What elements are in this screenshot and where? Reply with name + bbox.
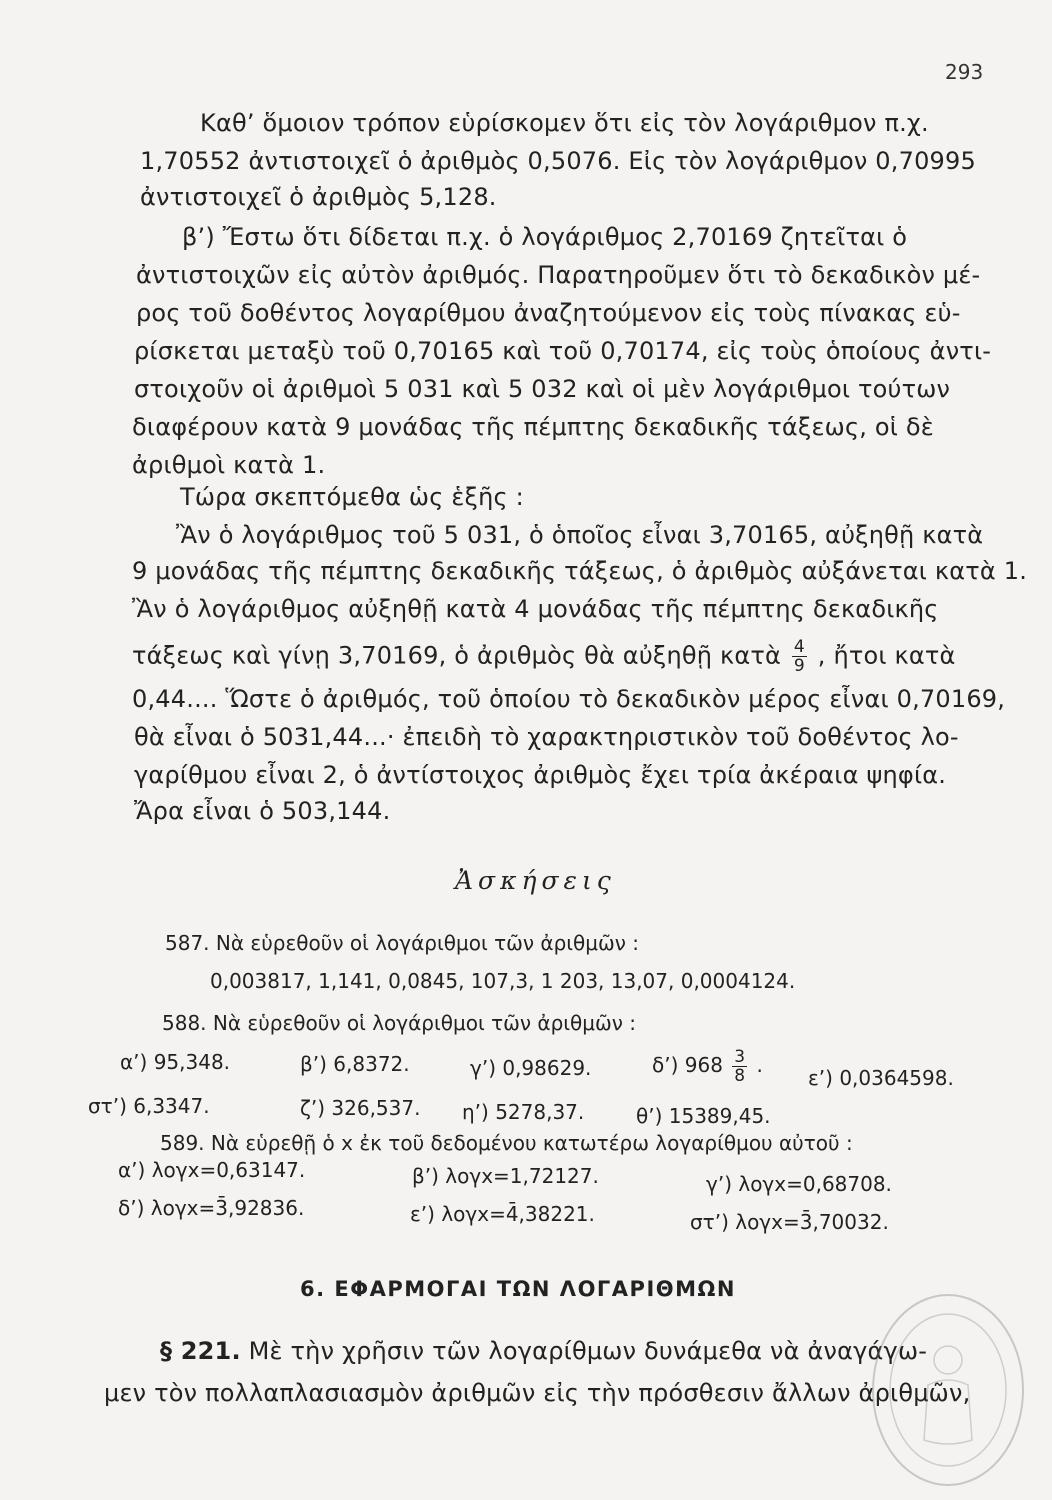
exercises-heading: Ἀσκήσεις	[455, 866, 616, 895]
exercise-588-h: η’) 5278,37.	[462, 1100, 585, 1124]
body-line-18: γαρίθμου εἶναι 2, ὁ ἀντίστοιχος ἀριθμὸς ἔχει τρία ἀκέραια ψηφία.	[134, 761, 947, 789]
exercise-589-e: ε’) λογx=4̄,38221.	[410, 1202, 595, 1226]
exercise-589-c: γ’) λογx=0,68708.	[706, 1172, 892, 1196]
body-line-3: ἀντιστοιχεῖ ὁ ἀριθμὸς 5,128.	[140, 183, 497, 211]
exercise-588-title: 588. Νὰ εὑρεθοῦν οἱ λογάριθμοι τῶν ἀριθμῶν :	[162, 1011, 637, 1035]
body-line-11: Τώρα σκεπτόμεθα ὡς ἑξῆς :	[180, 483, 524, 511]
exercise-587-title: 587. Νὰ εὑρεθοῦν οἱ λογάριθμοι τῶν ἀριθμῶν :	[165, 931, 640, 955]
body-line-1: Καθ’ ὅμοιον τρόπον εὑρίσκομεν ὅτι εἰς τὸν λογάριθμον π.χ.	[200, 109, 929, 137]
exercise-588-st: στ’) 6,3347.	[88, 1094, 210, 1118]
fraction-denominator: 9	[793, 656, 805, 676]
body-line-6: ρος τοῦ δοθέντος λογαρίθμου ἀναζητούμενον εἰς τοὺς πίνακας εὑ-	[136, 299, 961, 327]
fraction-numerator: 4	[793, 637, 805, 657]
exercise-589-title: 589. Νὰ εὑρεθῇ ὁ x ἐκ τοῦ δεδομένου κατωτέρω λογαρίθμου αὐτοῦ :	[160, 1131, 853, 1155]
exercise-587-values: 0,003817, 1,141, 0,0845, 107,3, 1 203, 13,07, 0,0004124.	[210, 969, 796, 993]
exercise-588-d-post: .	[756, 1053, 763, 1077]
exercise-588-z: ζ’) 326,537.	[300, 1096, 421, 1120]
body-line-13: 9 μονάδας τῆς πέμπτης δεκαδικῆς τάξεως, ὁ ἀριθμὸς αὐξάνεται κατὰ 1.	[132, 557, 1028, 585]
body-line-14: Ἂν ὁ λογάριθμος αὐξηθῇ κατὰ 4 μονάδας τῆς πέμπτης δεκαδικῆς	[132, 595, 939, 623]
body-line-16: 0,44.... Ὥστε ὁ ἀριθμός, τοῦ ὁποίου τὸ δεκαδικὸν μέρος εἶναι 0,70169,	[132, 685, 1006, 713]
body-line-8: στοιχοῦν οἱ ἀριθμοὶ 5 031 καὶ 5 032 καὶ οἱ μὲν λογάριθμοι τούτων	[134, 375, 951, 403]
exercise-589-d: δ’) λογx=3̄,92836.	[118, 1196, 305, 1220]
body-line-9: διαφέρουν κατὰ 9 μονάδας τῆς πέμπτης δεκαδικῆς τάξεως, οἱ δὲ	[132, 413, 934, 441]
section-paragraph-line-2: μεν τὸν πολλαπλασιασμὸν ἀριθμῶν εἰς τὴν πρόσθεσιν ἄλλων ἀριθμῶν,	[104, 1379, 971, 1407]
section-title: 6. ΕΦΑΡΜΟΓΑΙ ΤΩΝ ΛΟΓΑΡΙΘΜΩΝ	[300, 1277, 736, 1301]
body-line-fraction	[132, 638, 956, 675]
body-line-12: Ἂν ὁ λογάριθμος τοῦ 5 031, ὁ ὁποῖος εἶναι 3,70165, αὐξηθῇ κατὰ	[176, 521, 984, 549]
section-paragraph-text-1: Μὲ τὴν χρῆσιν τῶν λογαρίθμων δυνάμεθα νὰ ἀναγάγω-	[248, 1337, 928, 1365]
body-line-7: ρίσκεται μεταξὺ τοῦ 0,70165 καὶ τοῦ 0,70174, εἰς τοὺς ὁποίους ἀντι-	[134, 337, 992, 365]
fraction-line-before: τάξεως καὶ γίνῃ 3,70169, ὁ ἀριθμὸς θὰ αὐξηθῇ κατὰ	[132, 641, 782, 670]
body-line-19: Ἄρα εἶναι ὁ 503,144.	[134, 797, 391, 825]
page-number: 293	[945, 60, 984, 84]
exercise-588-d-den: 8	[734, 1066, 746, 1086]
exercise-588-th: θ’) 15389,45.	[636, 1104, 771, 1128]
fraction-line-after: , ἤτοι κατὰ	[817, 641, 956, 670]
fraction-4-9	[792, 638, 807, 675]
exercise-588-d-num: 3	[734, 1047, 746, 1067]
section-paragraph-line-1	[160, 1336, 927, 1366]
body-line-17: θὰ εἶναι ὁ 5031,44...· ἐπειδὴ τὸ χαρακτηριστικὸν τοῦ δοθέντος λο-	[134, 723, 959, 751]
library-seal-stamp-icon	[868, 1290, 1028, 1490]
body-line-5: ἀντιστοιχῶν εἰς αὐτὸν ἀριθμός. Παρατηροῦμεν ὅτι τὸ δεκαδικὸν μέ-	[136, 261, 981, 289]
body-line-10: ἀριθμοὶ κατὰ 1.	[132, 451, 326, 479]
exercise-588-d-pre: δ’) 968	[652, 1053, 723, 1077]
exercise-588-c: γ’) 0,98629.	[470, 1056, 592, 1080]
exercise-588-e: ε’) 0,0364598.	[808, 1066, 954, 1090]
exercise-589-b: β’) λογx=1,72127.	[412, 1164, 599, 1188]
paragraph-sign: § 221.	[160, 1337, 241, 1365]
exercise-588-a: α’) 95,348.	[120, 1050, 231, 1074]
exercise-588-d-fraction	[732, 1048, 747, 1085]
exercise-588-d	[652, 1048, 763, 1085]
body-line-2: 1,70552 ἀντιστοιχεῖ ὁ ἀριθμὸς 0,5076. Εἰς τὸν λογάριθμον 0,70995	[140, 147, 976, 175]
body-line-4: β’) Ἔστω ὅτι δίδεται π.χ. ὁ λογάριθμος 2,70169 ζητεῖται ὁ	[182, 223, 908, 251]
exercise-588-b: β’) 6,8372.	[300, 1052, 410, 1076]
exercise-589-st: στ’) λογx=3̄,70032.	[690, 1210, 889, 1234]
exercise-589-a: α’) λογx=0,63147.	[118, 1158, 306, 1182]
